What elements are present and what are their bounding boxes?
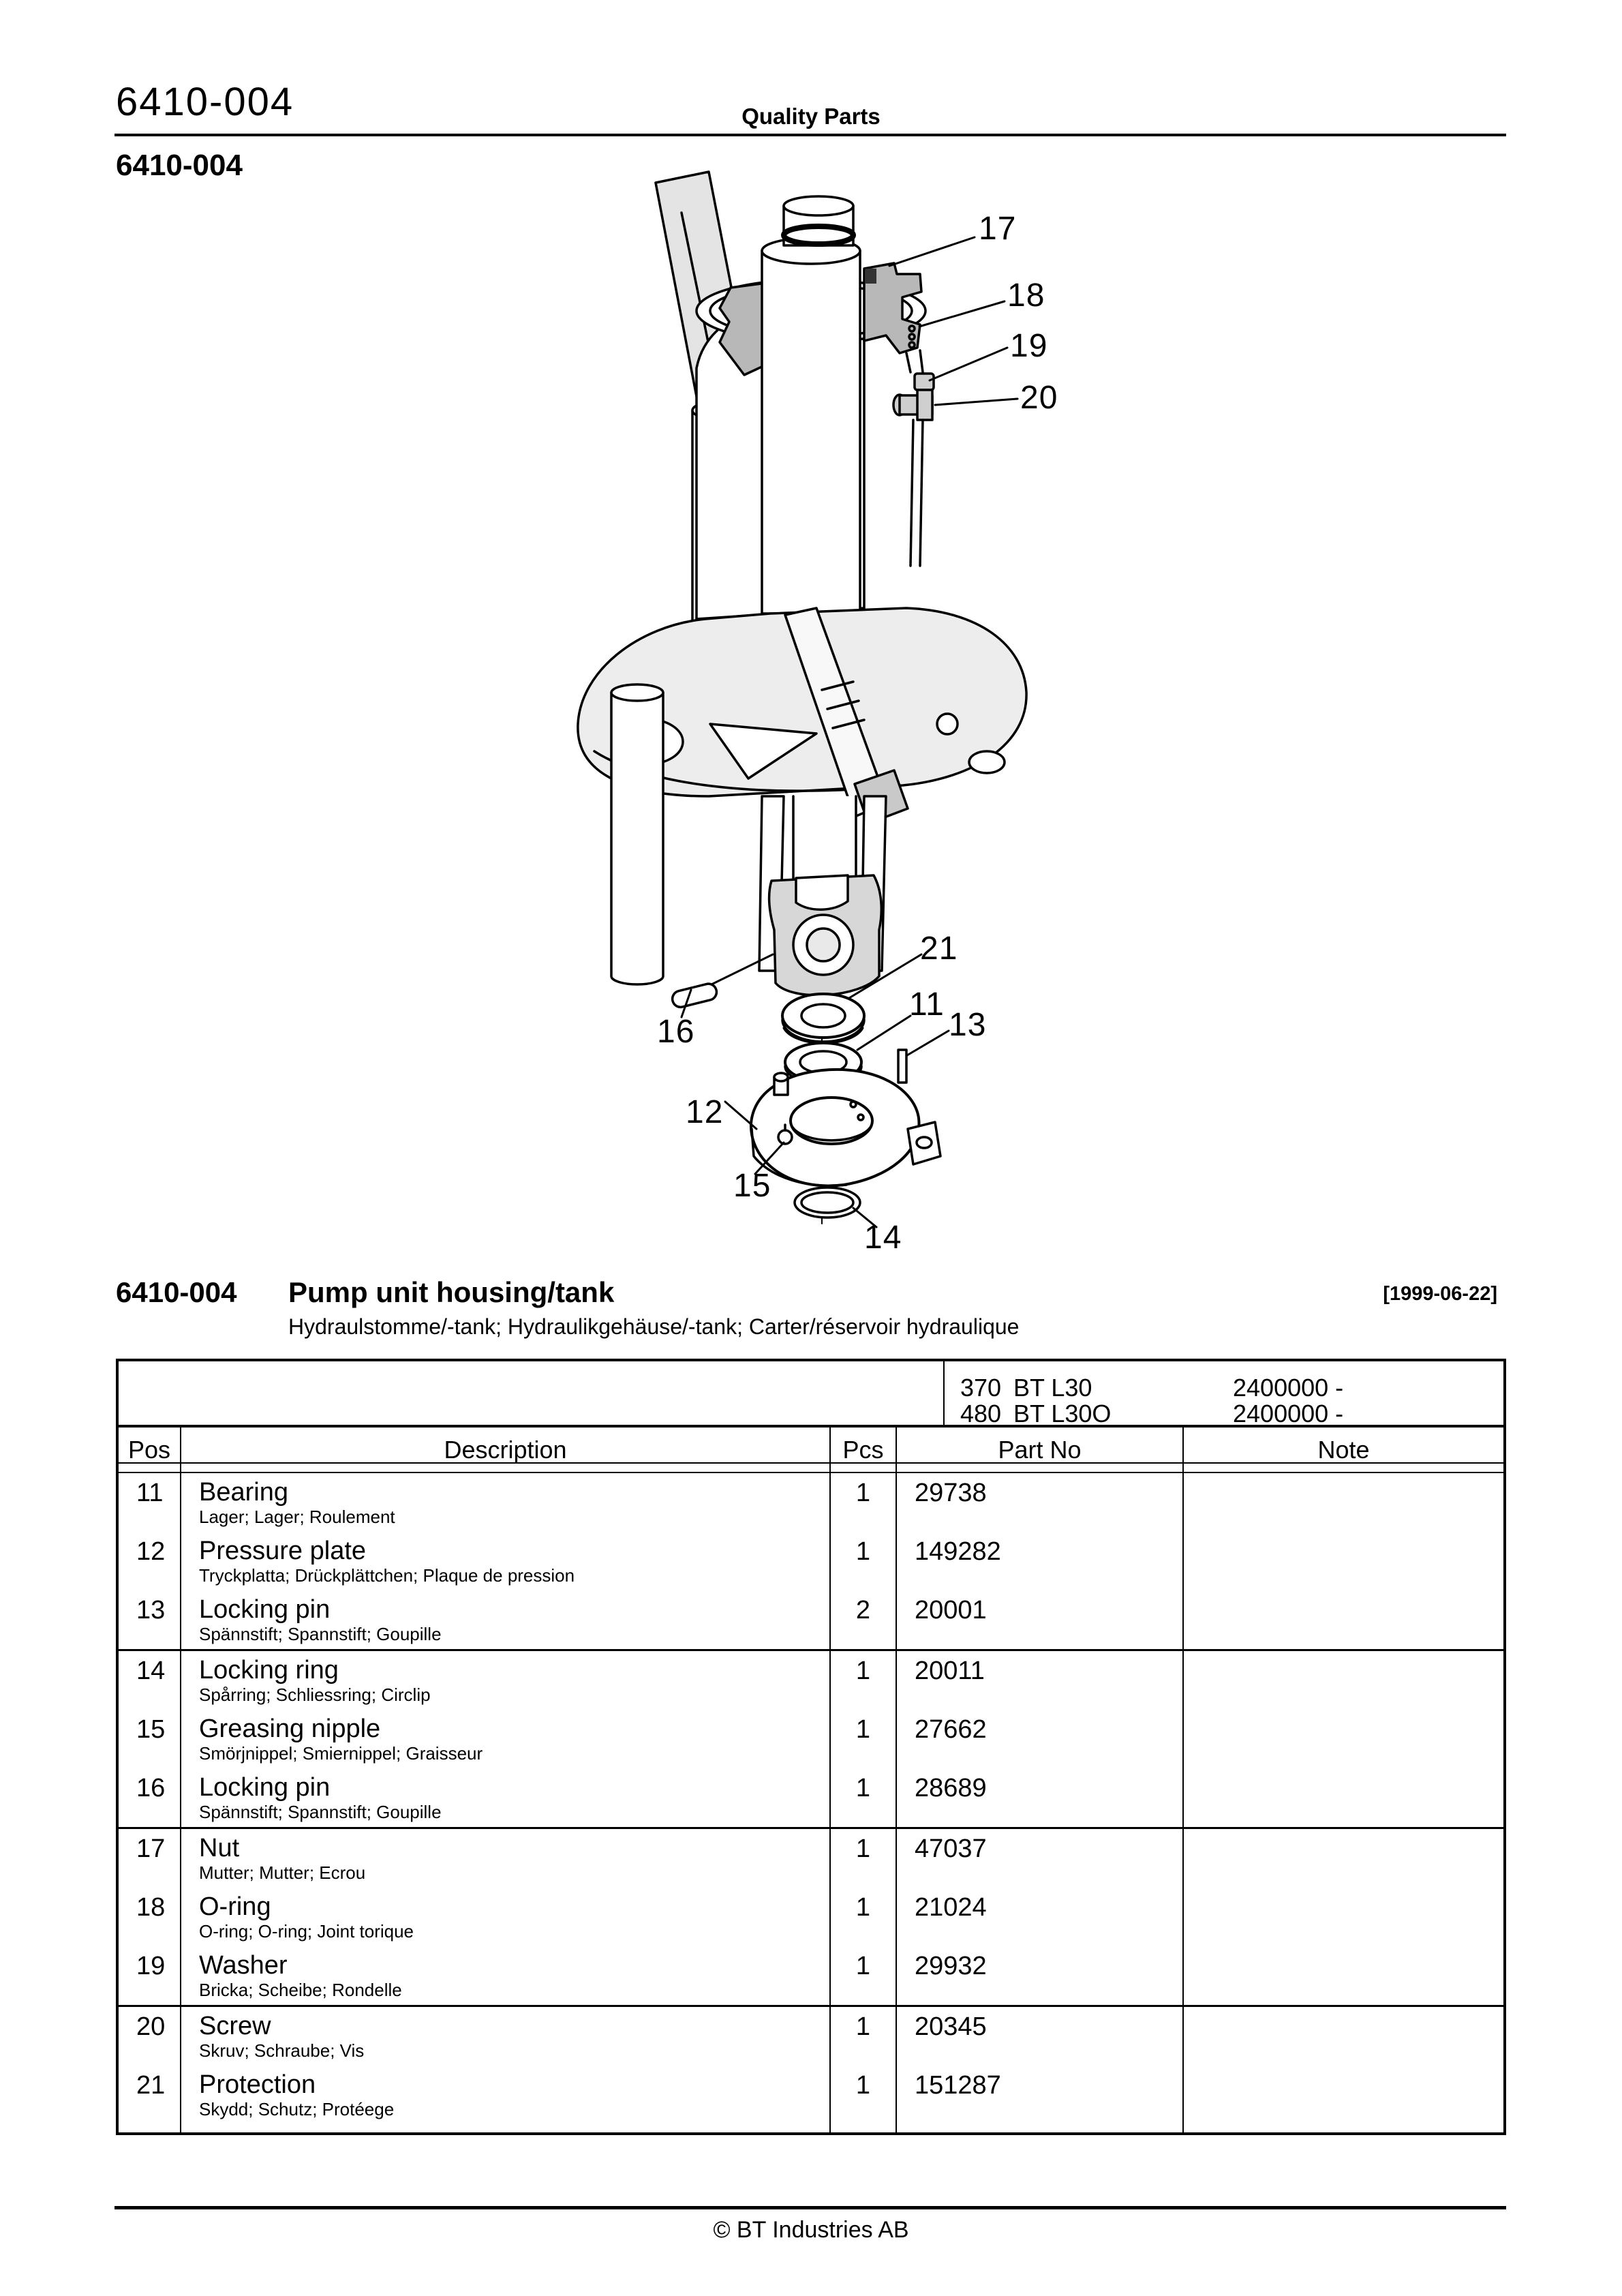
side-bracket [893,350,934,566]
description-translations: Bricka; Scheibe; Rondelle [199,1980,402,2000]
part-group [119,1473,1503,1651]
part-no-cell: 20001 [897,1590,1184,1649]
top-cap [784,196,853,245]
description-cell [181,1473,831,1532]
section-code: 6410-004 [116,1276,237,1308]
col-header-pos: Pos [119,1428,181,1464]
description-cell [181,1768,831,1827]
description-translations: Lager; Lager; Roulement [199,1507,395,1527]
model-code: 370 [960,1374,1002,1402]
locking-ring-14 [795,1188,860,1218]
note-cell [1184,1651,1503,1710]
header-rule [114,134,1506,136]
page-subcode: 6410-004 [116,149,243,182]
note-cell [1184,1710,1503,1768]
part-no-cell: 151287 [897,2066,1184,2124]
callout-13: 13 [949,1007,987,1043]
parts-table [116,1359,1506,2135]
callout-20: 20 [1020,380,1058,416]
description-translations: Skruv; Schraube; Vis [199,2040,365,2061]
exploded-diagram [382,157,1077,1261]
pos-cell: 15 [119,1710,181,1768]
model-code: 480 [960,1400,1002,1428]
pos-cell: 21 [119,2066,181,2124]
table-row [119,1590,1503,1649]
pos-cell: 14 [119,1651,181,1710]
model-row [960,1401,1343,1427]
description-title: Bearing [199,1478,288,1507]
table-row [119,1768,1503,1827]
description-translations: Spännstift; Spannstift; Goupille [199,1802,442,1822]
description-cell [181,2066,831,2124]
note-cell [1184,1888,1503,1946]
table-row [119,1651,1503,1710]
description-translations: Mutter; Mutter; Ecrou [199,1862,366,1883]
note-cell [1184,1473,1503,1532]
table-row [119,1473,1503,1532]
model-name: BT L30O [1013,1400,1112,1428]
locking-pin-16 [671,982,718,1009]
header-double-line [119,1462,1503,1473]
pcs-cell: 1 [831,1946,897,2005]
part-no-cell: 29932 [897,1946,1184,2005]
section-subtitle: Hydraulstomme/-tank; Hydraulikgehäuse/-tank; Carter/réservoir hydraulique [288,1314,1020,1339]
description-translations: Spårring; Schliessring; Circlip [199,1685,431,1705]
pcs-cell: 1 [831,1710,897,1768]
table-row [119,1532,1503,1590]
description-title: Nut [199,1834,240,1862]
greasing-nipple-15 [778,1130,792,1144]
pcs-cell: 1 [831,1768,897,1827]
model-serial: 2400000 - [1233,1400,1344,1428]
section-title: Pump unit housing/tank [288,1276,615,1308]
callout-21: 21 [920,931,958,967]
part-no-cell: 29738 [897,1473,1184,1532]
pcs-cell: 1 [831,1888,897,1946]
pressure-plate-12 [751,1070,940,1186]
pcs-cell: 1 [831,1651,897,1710]
model-row [960,1375,1343,1401]
pcs-cell: 2 [831,1590,897,1649]
part-no-cell: 47037 [897,1829,1184,1888]
description-cell [181,1651,831,1710]
description-cell [181,1532,831,1590]
description-cell [181,1710,831,1768]
description-translations: Skydd; Schutz; Protéege [199,2099,395,2119]
description-cell [181,2007,831,2066]
description-translations: Tryckplatta; Drückplättchen; Plaque de pression [199,1565,575,1586]
col-header-description: Description [181,1428,831,1464]
note-cell [1184,1829,1503,1888]
far-left-rod [611,684,663,984]
description-title: Pressure plate [199,1537,367,1565]
table-row [119,1888,1503,1946]
description-title: O-ring [199,1892,271,1921]
model-band [119,1361,1503,1428]
description-translations: Spännstift; Spannstift; Goupille [199,1624,442,1644]
note-cell [1184,2007,1503,2066]
pos-cell: 11 [119,1473,181,1532]
description-title: Protection [199,2070,316,2099]
part-no-cell: 20011 [897,1651,1184,1710]
pcs-cell: 1 [831,2007,897,2066]
pos-cell: 13 [119,1590,181,1649]
part-no-cell: 20345 [897,2007,1184,2066]
page-code: 6410-004 [116,80,294,124]
pump-unit-drawing [382,157,1077,1261]
description-title: Locking pin [199,1595,331,1624]
col-header-pcs: Pcs [831,1428,897,1464]
section-date: [1999-06-22] [1383,1283,1497,1305]
footer-rule [114,2206,1506,2209]
note-cell [1184,1532,1503,1590]
pos-cell: 12 [119,1532,181,1590]
col-header-note: Note [1317,1436,1370,1464]
description-translations: O-ring; O-ring; Joint torique [199,1921,414,1942]
callout-16: 16 [657,1014,695,1050]
description-cell [181,1888,831,1946]
pcs-cell: 1 [831,1829,897,1888]
description-title: Locking ring [199,1656,339,1685]
part-no-cell: 21024 [897,1888,1184,1946]
table-filler [119,2124,1503,2132]
description-title: Locking pin [199,1773,331,1802]
col-header-part-no: Part No [897,1428,1184,1464]
part-no-cell: 27662 [897,1710,1184,1768]
table-row [119,1710,1503,1768]
table-row [119,1829,1503,1888]
locking-pin-13 [898,1050,906,1083]
callout-11: 11 [909,986,945,1023]
callout-12: 12 [686,1094,724,1130]
callout-15: 15 [733,1168,771,1204]
model-serial: 2400000 - [1233,1374,1344,1402]
part-group [119,1829,1503,2007]
band-divider [943,1361,945,1425]
callout-18: 18 [1007,277,1045,314]
description-title: Screw [199,2012,271,2040]
description-translations: Smörjnippel; Smiernippel; Graisseur [199,1743,483,1764]
protection-ring-21 [782,994,864,1043]
callout-19: 19 [1010,328,1048,364]
table-row [119,2066,1503,2124]
pos-cell: 17 [119,1829,181,1888]
pos-cell: 18 [119,1888,181,1946]
part-group [119,2007,1503,2132]
description-cell [181,1829,831,1888]
header-title: Quality Parts [741,104,881,129]
note-cell [1184,2066,1503,2124]
description-cell [181,1946,831,2005]
part-no-cell: 28689 [897,1768,1184,1827]
table-header-row [119,1428,1503,1462]
plunger-cylinder [762,238,860,614]
description-title: Greasing nipple [199,1715,381,1743]
footer-copyright: © BT Industries AB [713,2217,909,2243]
description-title: Washer [199,1951,288,1980]
note-cell [1184,1946,1503,2005]
pos-cell: 16 [119,1768,181,1827]
pcs-cell: 1 [831,2066,897,2124]
clevis [769,875,882,995]
note-cell [1184,1590,1503,1649]
pcs-cell: 1 [831,1532,897,1590]
part-group [119,1651,1503,1829]
table-row [119,2007,1503,2066]
model-name: BT L30 [1013,1374,1092,1402]
note-cell [1184,1768,1503,1827]
description-cell [181,1590,831,1649]
pcs-cell: 1 [831,1473,897,1532]
pos-cell: 19 [119,1946,181,2005]
callout-14: 14 [864,1220,902,1256]
table-row [119,1946,1503,2005]
callout-17: 17 [979,211,1017,247]
part-no-cell: 149282 [897,1532,1184,1590]
table-body [119,1473,1503,2132]
pos-cell: 20 [119,2007,181,2066]
